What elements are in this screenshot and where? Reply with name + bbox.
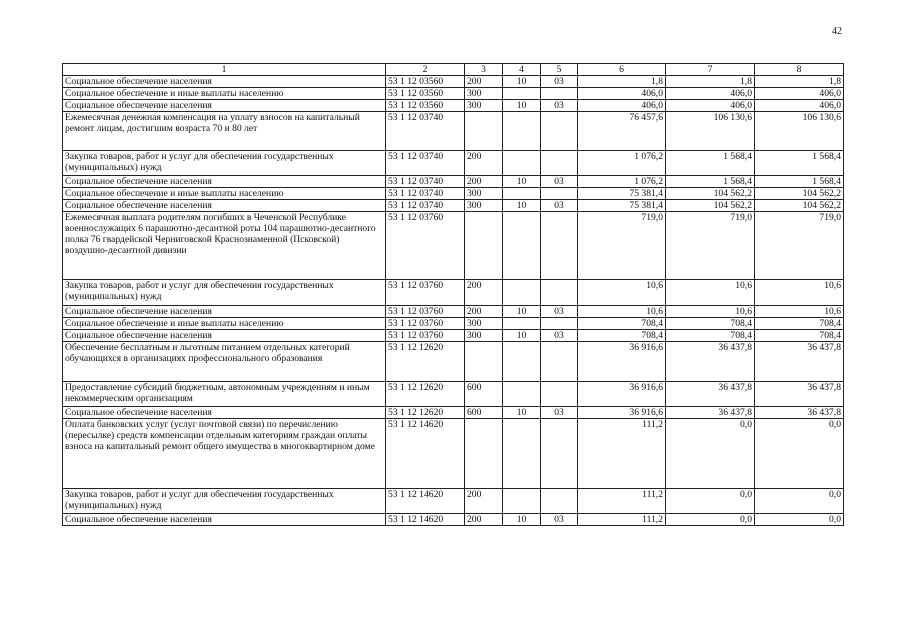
row-name: Социальное обеспечение населения bbox=[63, 407, 386, 419]
row-section: 10 bbox=[503, 100, 541, 112]
table-row bbox=[63, 330, 844, 342]
row-expense-type: 200 bbox=[465, 514, 503, 526]
row-value-6: 10,6 bbox=[578, 280, 666, 306]
row-value-7: 1,8 bbox=[666, 76, 755, 88]
row-name: Обеспечение бесплатным и льготным питанием отдельных категорий обучающихся в организациях профессионального образования bbox=[63, 342, 386, 382]
row-value-7: 708,4 bbox=[666, 318, 755, 330]
row-expense-type: 300 bbox=[465, 100, 503, 112]
row-name: Социальное обеспечение населения bbox=[63, 100, 386, 112]
row-value-7: 36 437,8 bbox=[666, 382, 755, 407]
row-value-8: 0,0 bbox=[755, 514, 844, 526]
table-row bbox=[63, 188, 844, 200]
row-expense-type: 300 bbox=[465, 200, 503, 212]
row-value-6: 406,0 bbox=[578, 100, 666, 112]
row-value-7: 719,0 bbox=[666, 212, 755, 280]
row-name: Предоставление субсидий бюджетным, автономным учреждениям и иным некоммерческим организациям bbox=[63, 382, 386, 407]
table-row bbox=[63, 76, 844, 88]
row-name: Социальное обеспечение населения bbox=[63, 200, 386, 212]
row-code: 53 1 12 14620 bbox=[386, 514, 465, 526]
row-code: 53 1 12 03760 bbox=[386, 318, 465, 330]
row-section bbox=[503, 318, 541, 330]
row-value-7: 10,6 bbox=[666, 280, 755, 306]
row-name: Закупка товаров, работ и услуг для обеспечения государственных (муниципальных) нужд bbox=[63, 151, 386, 176]
table-row bbox=[63, 407, 844, 419]
row-section bbox=[503, 280, 541, 306]
row-code: 53 1 12 03740 bbox=[386, 200, 465, 212]
row-value-8: 0,0 bbox=[755, 489, 844, 514]
row-name: Социальное обеспечение населения bbox=[63, 514, 386, 526]
row-code: 53 1 12 12620 bbox=[386, 407, 465, 419]
row-section: 10 bbox=[503, 407, 541, 419]
table-row bbox=[63, 342, 844, 382]
row-expense-type: 300 bbox=[465, 188, 503, 200]
row-expense-type: 200 bbox=[465, 76, 503, 88]
row-value-8: 719,0 bbox=[755, 212, 844, 280]
table-body bbox=[63, 76, 844, 526]
table-row bbox=[63, 514, 844, 526]
row-expense-type: 200 bbox=[465, 280, 503, 306]
table-row bbox=[63, 306, 844, 318]
row-code: 53 1 12 03760 bbox=[386, 330, 465, 342]
row-value-6: 76 457,6 bbox=[578, 112, 666, 151]
row-value-6: 111,2 bbox=[578, 514, 666, 526]
table-row bbox=[63, 280, 844, 306]
column-header-8: 8 bbox=[755, 64, 844, 76]
row-subsection: 03 bbox=[541, 306, 578, 318]
row-value-7: 1 568,4 bbox=[666, 176, 755, 188]
table-row bbox=[63, 176, 844, 188]
table-row bbox=[63, 112, 844, 151]
row-value-7: 406,0 bbox=[666, 88, 755, 100]
row-name: Ежемесячная выплата родителям погибших в Чеченской Республике военнослужащих 6 парашютно-десантной роты 104 парашютно-десантного полка 76 гвардейской Черниговской Краснознаменной (Псковской) воздушно-десантной дивизии bbox=[63, 212, 386, 280]
row-subsection: 03 bbox=[541, 200, 578, 212]
row-value-6: 75 381,4 bbox=[578, 200, 666, 212]
row-code: 53 1 12 14620 bbox=[386, 419, 465, 489]
table-row bbox=[63, 200, 844, 212]
row-expense-type: 200 bbox=[465, 176, 503, 188]
row-name: Социальное обеспечение и иные выплаты населению bbox=[63, 88, 386, 100]
row-value-8: 10,6 bbox=[755, 306, 844, 318]
row-section bbox=[503, 342, 541, 382]
row-value-6: 708,4 bbox=[578, 330, 666, 342]
row-code: 53 1 12 14620 bbox=[386, 489, 465, 514]
row-value-8: 36 437,8 bbox=[755, 382, 844, 407]
row-expense-type: 300 bbox=[465, 88, 503, 100]
row-name: Социальное обеспечение населения bbox=[63, 176, 386, 188]
row-value-7: 10,6 bbox=[666, 306, 755, 318]
row-code: 53 1 12 03740 bbox=[386, 112, 465, 151]
row-value-8: 1,8 bbox=[755, 76, 844, 88]
row-value-8: 406,0 bbox=[755, 100, 844, 112]
row-value-6: 111,2 bbox=[578, 489, 666, 514]
row-value-7: 36 437,8 bbox=[666, 407, 755, 419]
row-subsection: 03 bbox=[541, 407, 578, 419]
row-value-7: 406,0 bbox=[666, 100, 755, 112]
row-value-7: 0,0 bbox=[666, 489, 755, 514]
row-section: 10 bbox=[503, 514, 541, 526]
row-code: 53 1 12 03560 bbox=[386, 76, 465, 88]
row-subsection bbox=[541, 489, 578, 514]
row-value-7: 106 130,6 bbox=[666, 112, 755, 151]
row-code: 53 1 12 03760 bbox=[386, 280, 465, 306]
budget-table bbox=[62, 63, 844, 526]
row-name: Социальное обеспечение населения bbox=[63, 76, 386, 88]
row-subsection bbox=[541, 382, 578, 407]
row-value-7: 104 562,2 bbox=[666, 200, 755, 212]
row-value-8: 36 437,8 bbox=[755, 342, 844, 382]
row-expense-type: 300 bbox=[465, 330, 503, 342]
row-value-6: 1 076,2 bbox=[578, 176, 666, 188]
row-value-7: 708,4 bbox=[666, 330, 755, 342]
column-header-4: 4 bbox=[503, 64, 541, 76]
row-name: Социальное обеспечение населения bbox=[63, 330, 386, 342]
table-row bbox=[63, 489, 844, 514]
row-value-8: 406,0 bbox=[755, 88, 844, 100]
row-expense-type: 600 bbox=[465, 407, 503, 419]
row-subsection: 03 bbox=[541, 100, 578, 112]
row-value-8: 708,4 bbox=[755, 330, 844, 342]
row-expense-type: 200 bbox=[465, 306, 503, 318]
row-subsection bbox=[541, 112, 578, 151]
row-code: 53 1 12 12620 bbox=[386, 342, 465, 382]
row-subsection bbox=[541, 188, 578, 200]
row-subsection bbox=[541, 419, 578, 489]
row-value-8: 106 130,6 bbox=[755, 112, 844, 151]
row-code: 53 1 12 03560 bbox=[386, 100, 465, 112]
row-section bbox=[503, 112, 541, 151]
column-header-3: 3 bbox=[465, 64, 503, 76]
row-value-8: 1 568,4 bbox=[755, 176, 844, 188]
row-name: Закупка товаров, работ и услуг для обеспечения государственных (муниципальных) нужд bbox=[63, 489, 386, 514]
row-expense-type bbox=[465, 112, 503, 151]
row-expense-type: 200 bbox=[465, 151, 503, 176]
row-expense-type bbox=[465, 419, 503, 489]
row-subsection bbox=[541, 151, 578, 176]
row-expense-type: 300 bbox=[465, 318, 503, 330]
row-subsection bbox=[541, 342, 578, 382]
row-code: 53 1 12 12620 bbox=[386, 382, 465, 407]
table-row bbox=[63, 212, 844, 280]
row-section bbox=[503, 88, 541, 100]
row-expense-type: 600 bbox=[465, 382, 503, 407]
row-section bbox=[503, 188, 541, 200]
row-value-6: 111,2 bbox=[578, 419, 666, 489]
column-header-7: 7 bbox=[666, 64, 755, 76]
table-row bbox=[63, 100, 844, 112]
row-name: Ежемесячная денежная компенсация на уплату взносов на капитальный ремонт лицам, достигшим возраста 70 и 80 лет bbox=[63, 112, 386, 151]
row-value-6: 36 916,6 bbox=[578, 342, 666, 382]
column-header-1: 1 bbox=[63, 64, 386, 76]
row-value-8: 36 437,8 bbox=[755, 407, 844, 419]
row-value-8: 10,6 bbox=[755, 280, 844, 306]
row-value-6: 1 076,2 bbox=[578, 151, 666, 176]
row-value-8: 104 562,2 bbox=[755, 200, 844, 212]
row-name: Социальное обеспечение населения bbox=[63, 306, 386, 318]
row-value-7: 0,0 bbox=[666, 514, 755, 526]
row-subsection: 03 bbox=[541, 514, 578, 526]
row-section: 10 bbox=[503, 76, 541, 88]
row-value-6: 1,8 bbox=[578, 76, 666, 88]
row-value-6: 75 381,4 bbox=[578, 188, 666, 200]
row-code: 53 1 12 03560 bbox=[386, 88, 465, 100]
row-code: 53 1 12 03740 bbox=[386, 176, 465, 188]
row-section bbox=[503, 212, 541, 280]
row-value-6: 10,6 bbox=[578, 306, 666, 318]
table-row bbox=[63, 151, 844, 176]
row-expense-type: 200 bbox=[465, 489, 503, 514]
row-code: 53 1 12 03740 bbox=[386, 151, 465, 176]
row-code: 53 1 12 03760 bbox=[386, 306, 465, 318]
row-subsection: 03 bbox=[541, 176, 578, 188]
row-value-7: 1 568,4 bbox=[666, 151, 755, 176]
row-subsection bbox=[541, 88, 578, 100]
row-expense-type bbox=[465, 212, 503, 280]
row-section: 10 bbox=[503, 306, 541, 318]
row-name: Оплата банковских услуг (услуг почтовой связи) по перечислению (пересылке) средств компенсации отдельным категориям граждан оплаты взноса на капитальный ремонт общего имущества в многоквартирном доме bbox=[63, 419, 386, 489]
row-code: 53 1 12 03740 bbox=[386, 188, 465, 200]
row-value-6: 406,0 bbox=[578, 88, 666, 100]
row-section bbox=[503, 382, 541, 407]
table-header bbox=[63, 64, 844, 76]
column-header-5: 5 bbox=[541, 64, 578, 76]
row-expense-type bbox=[465, 342, 503, 382]
row-value-7: 104 562,2 bbox=[666, 188, 755, 200]
row-subsection bbox=[541, 280, 578, 306]
header-row bbox=[63, 64, 844, 76]
row-value-8: 0,0 bbox=[755, 419, 844, 489]
row-section bbox=[503, 489, 541, 514]
row-value-8: 1 568,4 bbox=[755, 151, 844, 176]
row-section bbox=[503, 151, 541, 176]
row-name: Социальное обеспечение и иные выплаты населению bbox=[63, 318, 386, 330]
row-subsection: 03 bbox=[541, 76, 578, 88]
row-name: Закупка товаров, работ и услуг для обеспечения государственных (муниципальных) нужд bbox=[63, 280, 386, 306]
column-header-6: 6 bbox=[578, 64, 666, 76]
row-value-6: 719,0 bbox=[578, 212, 666, 280]
row-section: 10 bbox=[503, 330, 541, 342]
column-header-2: 2 bbox=[386, 64, 465, 76]
row-value-8: 104 562,2 bbox=[755, 188, 844, 200]
row-section: 10 bbox=[503, 200, 541, 212]
table-row bbox=[63, 88, 844, 100]
row-value-6: 36 916,6 bbox=[578, 407, 666, 419]
row-value-6: 36 916,6 bbox=[578, 382, 666, 407]
row-subsection: 03 bbox=[541, 330, 578, 342]
page-number: 42 bbox=[832, 26, 842, 37]
table-row bbox=[63, 419, 844, 489]
table-row bbox=[63, 382, 844, 407]
row-value-8: 708,4 bbox=[755, 318, 844, 330]
row-subsection bbox=[541, 318, 578, 330]
row-value-7: 36 437,8 bbox=[666, 342, 755, 382]
row-value-7: 0,0 bbox=[666, 419, 755, 489]
table-row bbox=[63, 318, 844, 330]
row-subsection bbox=[541, 212, 578, 280]
row-section bbox=[503, 419, 541, 489]
row-section: 10 bbox=[503, 176, 541, 188]
row-code: 53 1 12 03760 bbox=[386, 212, 465, 280]
row-name: Социальное обеспечение и иные выплаты населению bbox=[63, 188, 386, 200]
row-value-6: 708,4 bbox=[578, 318, 666, 330]
